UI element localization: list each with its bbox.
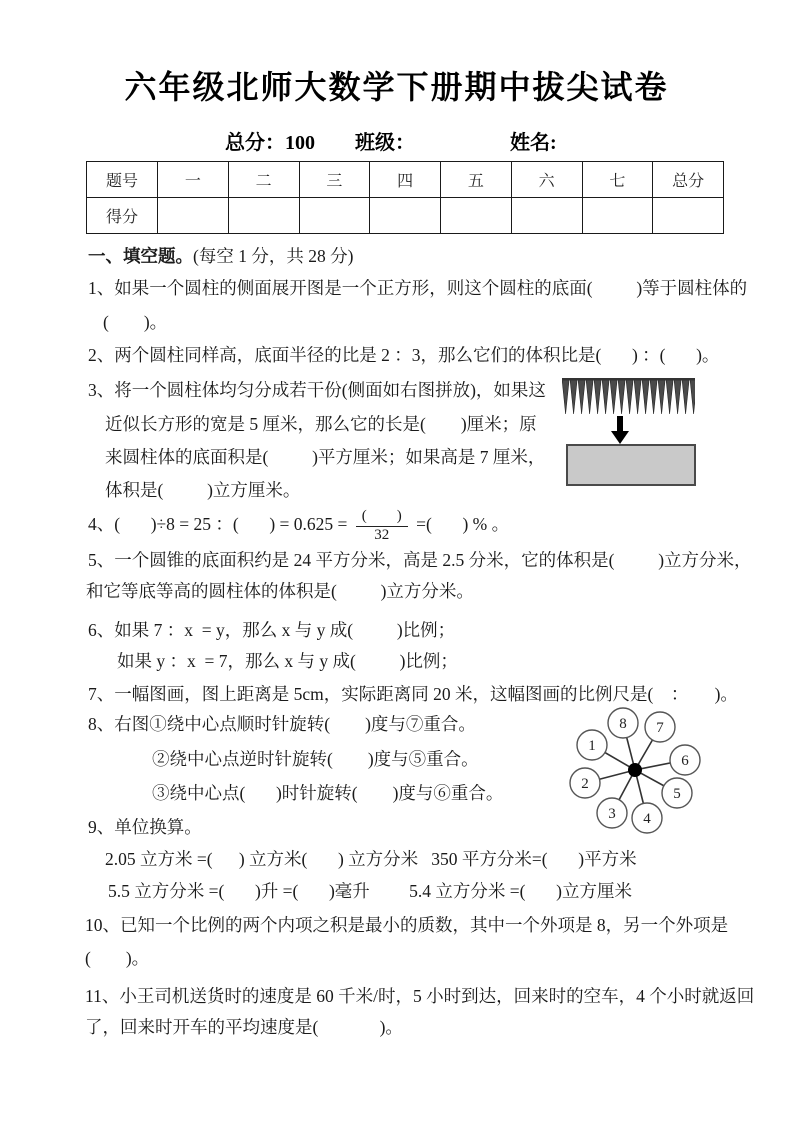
rotation-wheel-figure (563, 700, 708, 842)
down-arrow-icon (608, 416, 632, 444)
wheel-label: 3 (608, 806, 616, 822)
score-cell (441, 198, 512, 234)
header-cell-1: 一 (158, 162, 229, 198)
question-1-line-2: ( )。 (103, 312, 168, 332)
question-1-line-1: 1、如果一个圆柱的侧面展开图是一个正方形，则这个圆柱的底面( )等于圆柱体的 (88, 278, 748, 298)
score-cell (511, 198, 582, 234)
score-cell (582, 198, 653, 234)
score-cell (228, 198, 299, 234)
fraction-denominator: 32 (374, 527, 390, 543)
header-cell-7: 七 (582, 162, 653, 198)
question-11-line-1: 11、小王司机送货时的速度是 60 千米/时，5 小时到达，回来时的空车，4 个小时就返回 (85, 986, 755, 1006)
wheel-label: 6 (681, 753, 689, 769)
page-title: 六年级北师大数学下册期中拔尖试卷 (124, 69, 669, 105)
score-cell (370, 198, 441, 234)
rectangle-figure (566, 444, 696, 486)
question-9-line-3: 5.5 立方分米 =( )升 =( )毫升 5.4 立方分米 =( )立方厘米 (108, 881, 632, 901)
question-4-prefix: 4、( )÷8 = 25 ：( ) = 0.625 = (88, 514, 352, 535)
header-cell-question-number: 题号 (87, 162, 158, 198)
question-8-line-2: ②绕中心点逆时针旋转( )度与⑤重合。 (152, 749, 479, 769)
question-8-line-3: ③绕中心点( )时针旋转( )度与⑥重合。 (152, 783, 504, 803)
question-3-line-1: 3、将一个圆柱体均匀分成若干份(侧面如右图拼放)，如果这 (88, 380, 546, 400)
section1-heading-bold: 一、填空题。 (88, 246, 193, 266)
header-cell-4: 四 (370, 162, 441, 198)
name-label: 姓名: (510, 132, 557, 154)
question-4-fraction (356, 508, 408, 544)
question-10-line-1: 10、已知一个比例的两个内项之积是最小的质数，其中一个外项是 8，另一个外项是 (85, 915, 729, 935)
question-3-line-2: 近似长方形的宽是 5 厘米，那么它的长是( )厘米；原 (105, 414, 537, 434)
section1-heading (88, 245, 353, 267)
header-cell-5: 五 (441, 162, 512, 198)
score-row-label: 得分 (87, 198, 158, 234)
header-cell-3: 三 (299, 162, 370, 198)
cylinder-strips-figure (562, 378, 695, 416)
section1-heading-note: (每空 1 分，共 28 分) (193, 246, 354, 266)
question-5-line-1: 5、一个圆锥的底面积约是 24 平方分米，高是 2.5 分米，它的体积是( )立方分米， (88, 550, 752, 570)
wheel-label: 8 (619, 716, 627, 732)
question-6-line-1: 6、如果 7 ：x = y，那么 x 与 y 成( )比例； (88, 620, 456, 640)
score-cell (299, 198, 370, 234)
question-3-line-4: 体积是( )立方厘米。 (105, 480, 301, 500)
question-11-line-2: 了，回来时开车的平均速度是( )。 (85, 1017, 403, 1037)
question-7: 7、一幅图画，图上距离是 5cm，实际距离同 20 米，这幅图画的比例尺是( ： )。 (88, 684, 738, 704)
question-8-line-1: 8、右图①绕中心点顺时针旋转( )度与⑦重合。 (88, 714, 476, 734)
header-cell-2: 二 (228, 162, 299, 198)
wheel-label: 1 (588, 738, 596, 754)
question-3-line-3: 来圆柱体的底面积是( )平方厘米；如果高是 7 厘米， (105, 447, 546, 467)
total-score-label: 总分：100 (225, 132, 315, 154)
wheel-label: 7 (656, 720, 664, 736)
question-5-line-2: 和它等底等高的圆柱体的体积是( )立方分米。 (86, 581, 474, 601)
question-9-line-2: 2.05 立方米 =( ) 立方米( ) 立方分米 350 平方分米=( )平方米 (105, 849, 637, 869)
score-table (86, 161, 724, 234)
question-4 (88, 508, 509, 544)
wheel-label: 4 (643, 811, 651, 827)
wheel-label: 5 (673, 786, 681, 802)
question-4-suffix: =( ) % 。 (411, 514, 510, 535)
score-table-score-row (87, 198, 724, 234)
wheel-label: 2 (581, 776, 589, 792)
wheel-center-dot (628, 763, 642, 777)
question-9-line-1: 9、单位换算。 (88, 817, 202, 837)
header-cell-total: 总分 (653, 162, 724, 198)
header-cell-6: 六 (511, 162, 582, 198)
score-table-header-row (87, 162, 724, 198)
question-10-line-2: ( )。 (85, 948, 150, 968)
score-cell (653, 198, 724, 234)
question-2: 2、两个圆柱同样高，底面半径的比是 2 ：3，那么它们的体积比是( ) ：( )。 (88, 345, 720, 365)
score-cell (158, 198, 229, 234)
class-label: 班级： (355, 132, 415, 154)
fraction-numerator: ( ) (356, 508, 408, 527)
question-6-line-2: 如果 y ：x = 7，那么 x 与 y 成( )比例； (117, 651, 458, 671)
